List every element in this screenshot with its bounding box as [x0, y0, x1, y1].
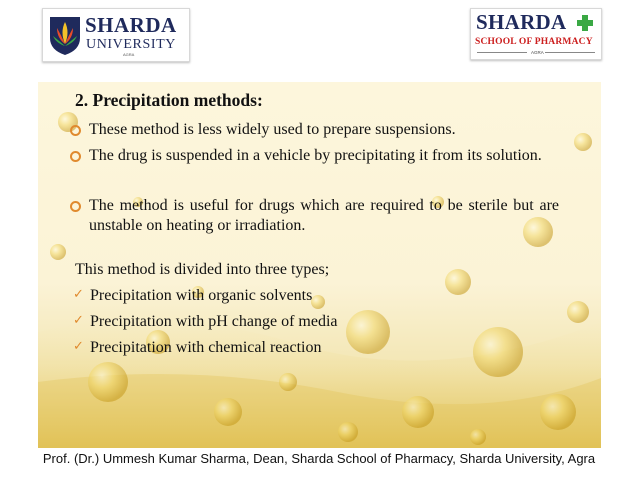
slide-content-image — [38, 82, 601, 448]
circle-bullet-icon — [70, 125, 81, 136]
logo-right-tagline: AGRA — [531, 50, 544, 55]
logo-rule-left — [477, 52, 527, 53]
type-text: Precipitation with chemical reaction — [90, 339, 322, 356]
bullet-text: The method is useful for drugs which are required to be sterile but are unstable on heating or irradiation. — [89, 197, 559, 234]
checkmark-icon: ✓ — [73, 287, 84, 302]
circle-bullet-icon — [70, 151, 81, 162]
sharda-school-of-pharmacy-logo — [470, 8, 602, 60]
pharmacy-cross-icon — [577, 15, 593, 31]
logo-left-tagline: AGRA — [123, 52, 135, 57]
bullet-text: The drug is suspended in a vehicle by precipitating it from its solution. — [89, 147, 542, 164]
type-text: Precipitation with pH change of media — [90, 313, 338, 330]
type-text: Precipitation with organic solvents — [90, 287, 313, 304]
bullet-text: These method is less widely used to prepare suspensions. — [89, 121, 456, 138]
logo-left-title: SHARDA — [85, 13, 177, 37]
types-intro: This method is divided into three types; — [75, 261, 330, 278]
logo-right-title: SHARDA — [476, 10, 567, 34]
sharda-emblem-icon — [48, 14, 82, 56]
logo-rule-right — [545, 52, 595, 53]
checkmark-icon: ✓ — [73, 313, 84, 328]
slide-heading: 2. Precipitation methods: — [75, 90, 263, 110]
checkmark-icon: ✓ — [73, 339, 84, 354]
presenter-credit: Prof. (Dr.) Ummesh Kumar Sharma, Dean, Sharda School of Pharmacy, Sharda University, Agra — [42, 451, 596, 466]
sharda-university-logo — [42, 8, 190, 62]
circle-bullet-icon — [70, 201, 81, 212]
logo-left-subtitle: UNIVERSITY — [86, 37, 176, 52]
logo-right-subtitle: SCHOOL OF PHARMACY — [475, 37, 593, 47]
